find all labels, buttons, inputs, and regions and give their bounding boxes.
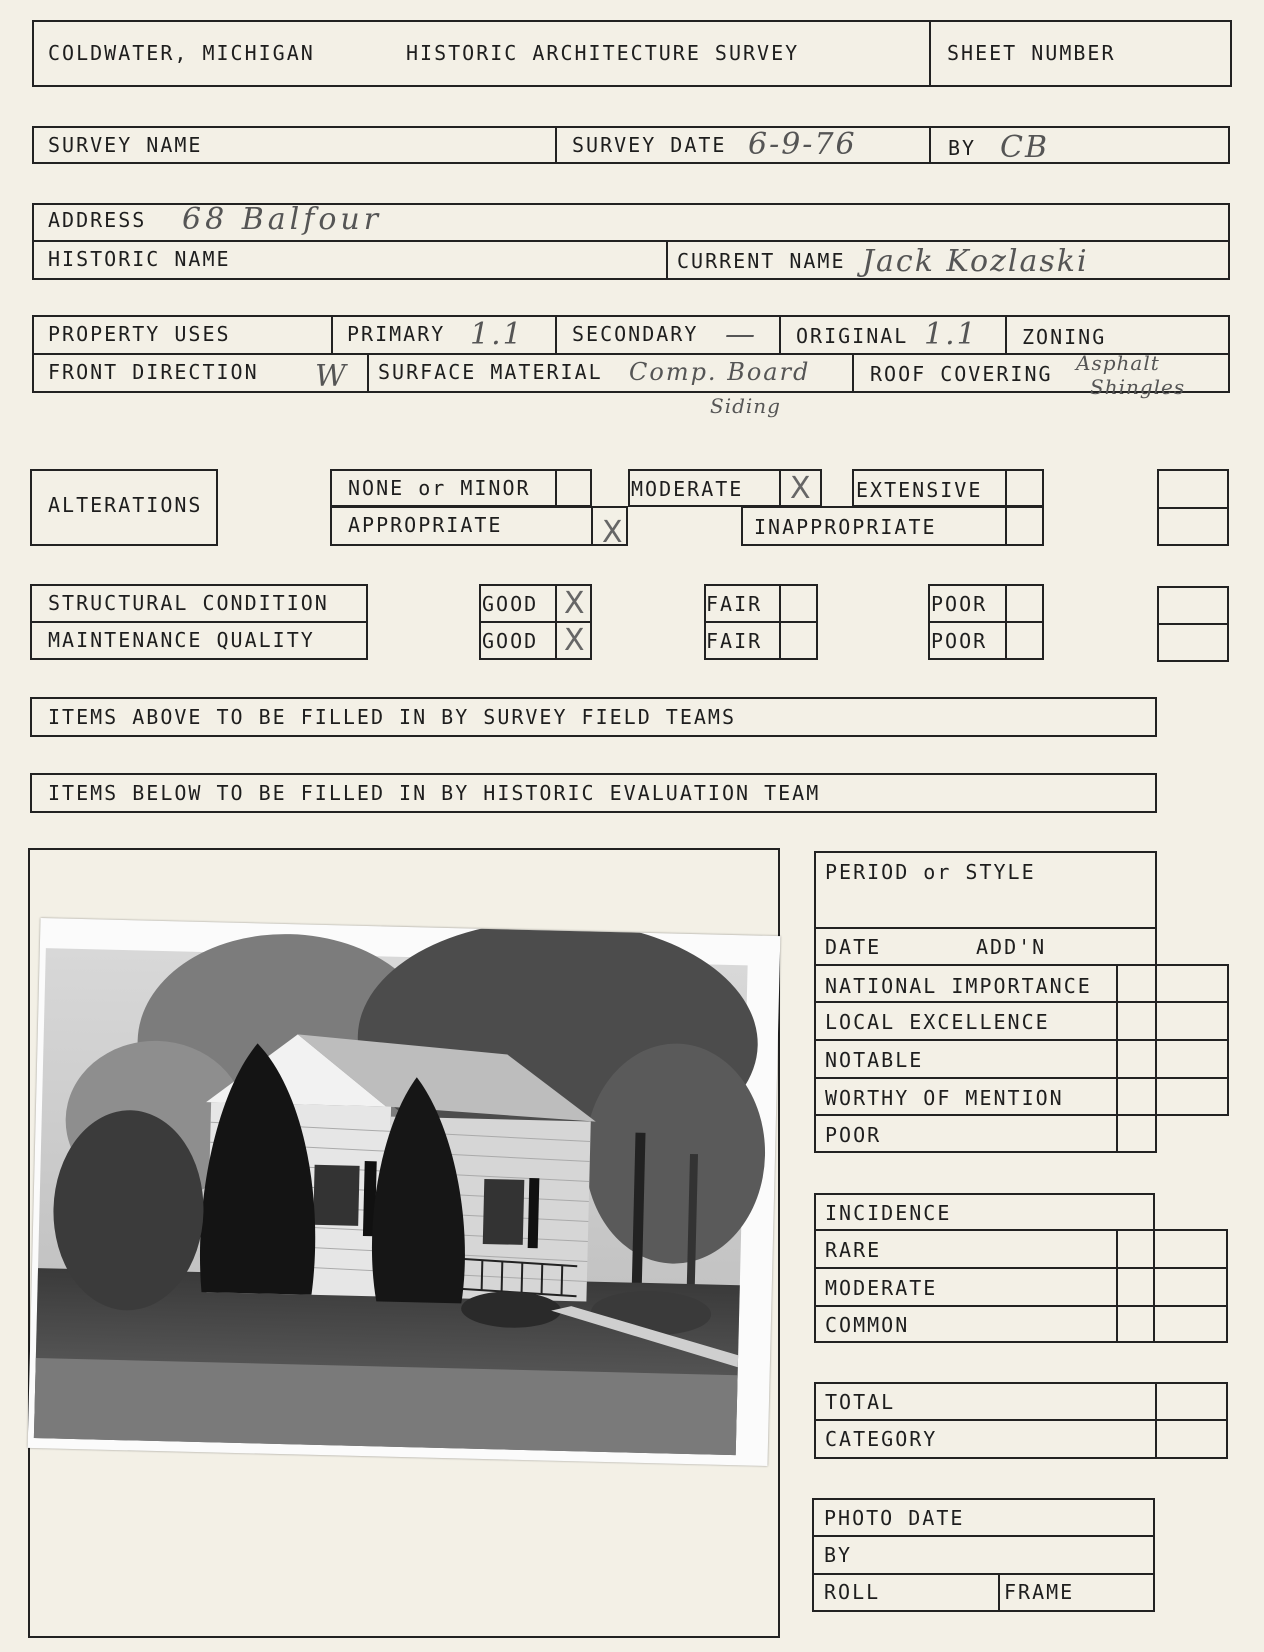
eval-line-5	[814, 1114, 1229, 1116]
fair-mid	[704, 621, 818, 623]
incidence-line-3	[814, 1305, 1228, 1307]
front-direction-value: W	[315, 359, 348, 394]
items-below-note: ITEMS BELOW TO BE FILLED IN BY HISTORIC EVALUATION TEAM	[48, 781, 821, 805]
current-name-label: CURRENT NAME	[677, 249, 846, 273]
eval-date-label: DATE	[825, 935, 882, 959]
common-label: COMMON	[825, 1313, 910, 1337]
appropriate-check-mark: X	[602, 515, 623, 550]
address-mid-line	[32, 240, 1230, 242]
surface-material-value-1: Comp. Board	[629, 358, 811, 386]
good-label-maintenance: GOOD	[482, 629, 539, 653]
incidence-col-1	[1116, 1229, 1118, 1343]
house-photo-icon	[28, 918, 781, 1466]
current-name-value: Jack Kozlaski	[862, 244, 1089, 279]
property-uses-label: PROPERTY USES	[48, 322, 231, 346]
primary-value: 1.1	[470, 317, 524, 352]
survey-date-value: 6-9-76	[748, 127, 857, 162]
property-div-5	[367, 353, 369, 393]
photo-by-label: BY	[824, 1543, 853, 1567]
header-divider	[929, 20, 931, 87]
house-photograph	[28, 918, 781, 1466]
front-direction-label: FRONT DIRECTION	[48, 360, 259, 384]
condition-label-mid	[30, 621, 368, 623]
eval-line-4	[814, 1077, 1229, 1079]
fair-label-structural: FAIR	[706, 592, 763, 616]
address-divider	[666, 240, 668, 280]
category-label: CATEGORY	[825, 1427, 938, 1451]
fair-divider	[779, 584, 781, 660]
survey-by-label: BY	[948, 136, 977, 160]
frame-label: FRAME	[1004, 1580, 1075, 1604]
maintenance-quality-label: MAINTENANCE QUALITY	[48, 628, 315, 652]
address-label: ADDRESS	[48, 208, 147, 232]
survey-by-value: CB	[1000, 130, 1049, 165]
eval-col-2	[1227, 964, 1229, 1116]
structural-good-check-mark: X	[564, 586, 585, 621]
poor-mid	[928, 621, 1044, 623]
items-above-note: ITEMS ABOVE TO BE FILLED IN BY SURVEY FIELD TEAMS	[48, 705, 737, 729]
appropriate-label: APPROPRIATE	[348, 513, 503, 537]
eval-line-2	[814, 1001, 1229, 1003]
incidence-col-2	[1226, 1229, 1228, 1343]
eval-col-1	[1116, 964, 1118, 1153]
moderate-label: MODERATE	[631, 477, 744, 501]
good-divider	[555, 584, 557, 660]
national-importance-label: NATIONAL IMPORTANCE	[825, 974, 1092, 998]
notable-label: NOTABLE	[825, 1048, 924, 1072]
eval-line-3	[814, 1039, 1229, 1041]
incidence-moderate-label: MODERATE	[825, 1276, 938, 1300]
historic-name-label: HISTORIC NAME	[48, 247, 231, 271]
maintenance-good-check-mark: X	[564, 623, 585, 658]
eval-line-1	[814, 964, 1229, 966]
roll-label: ROLL	[824, 1580, 881, 1604]
surface-material-label: SURFACE MATERIAL	[378, 360, 603, 384]
totals-mid	[814, 1419, 1228, 1421]
survey-divider-2	[929, 126, 931, 164]
structural-condition-label: STRUCTURAL CONDITION	[48, 591, 329, 615]
extensive-divider	[1005, 469, 1007, 507]
extensive-label: EXTENSIVE	[856, 478, 983, 502]
fair-label-maintenance: FAIR	[706, 629, 763, 653]
poor-label-maintenance: POOR	[931, 629, 988, 653]
zoning-label: ZONING	[1022, 325, 1107, 349]
none-minor-label: NONE or MINOR	[348, 476, 531, 500]
incidence-label: INCIDENCE	[825, 1201, 952, 1225]
incidence-line-1	[814, 1229, 1228, 1231]
condition-score-mid	[1157, 623, 1229, 625]
appropriate-divider	[591, 506, 593, 546]
secondary-value: —	[725, 317, 757, 352]
survey-name-label: SURVEY NAME	[48, 133, 203, 157]
photo-info-line-1	[812, 1535, 1155, 1537]
property-div-6	[852, 353, 854, 393]
survey-divider-1	[555, 126, 557, 164]
worthy-of-mention-label: WORTHY OF MENTION	[825, 1086, 1064, 1110]
inappropriate-divider	[1005, 506, 1007, 546]
eval-poor-label: POOR	[825, 1123, 882, 1147]
incidence-bottom-ext	[1155, 1341, 1228, 1343]
period-style-label: PERIOD or STYLE	[825, 860, 1036, 884]
totals-col	[1155, 1382, 1157, 1459]
none-minor-divider	[555, 469, 557, 507]
surface-material-value-2: Siding	[710, 394, 781, 418]
property-mid-line	[32, 353, 1230, 355]
property-div-3	[779, 315, 781, 353]
total-label: TOTAL	[825, 1390, 896, 1414]
local-excellence-label: LOCAL EXCELLENCE	[825, 1010, 1050, 1034]
survey-date-label: SURVEY DATE	[572, 133, 727, 157]
property-div-4	[1005, 315, 1007, 353]
moderate-check-mark: X	[790, 471, 811, 506]
roof-covering-value-1: Asphalt	[1076, 351, 1160, 375]
photo-date-label: PHOTO DATE	[824, 1506, 965, 1530]
poor-divider	[1005, 584, 1007, 660]
moderate-divider	[779, 469, 781, 507]
original-label: ORIGINAL	[796, 324, 909, 348]
rare-label: RARE	[825, 1238, 882, 1262]
original-value: 1.1	[924, 317, 978, 352]
primary-label: PRIMARY	[347, 322, 446, 346]
photo-info-col	[998, 1573, 1000, 1612]
sheet-number-label: SHEET NUMBER	[947, 41, 1116, 65]
alterations-label: ALTERATIONS	[48, 493, 203, 517]
form-title: HISTORIC ARCHITECTURE SURVEY	[406, 41, 800, 65]
good-label-structural: GOOD	[482, 592, 539, 616]
photo-info-line-2	[812, 1573, 1155, 1575]
roof-covering-label: ROOF COVERING	[870, 362, 1053, 386]
city-label: COLDWATER, MICHIGAN	[48, 41, 315, 65]
eval-addn-label: ADD'N	[976, 935, 1047, 959]
alterations-score-mid	[1157, 507, 1229, 509]
property-div-1	[331, 315, 333, 353]
secondary-label: SECONDARY	[572, 322, 699, 346]
roof-covering-value-2: Shingles	[1090, 375, 1186, 399]
address-value: 68 Balfour	[182, 202, 383, 237]
incidence-line-2	[814, 1267, 1228, 1269]
poor-label-structural: POOR	[931, 592, 988, 616]
property-div-2	[555, 315, 557, 353]
inappropriate-label: INAPPROPRIATE	[754, 515, 937, 539]
